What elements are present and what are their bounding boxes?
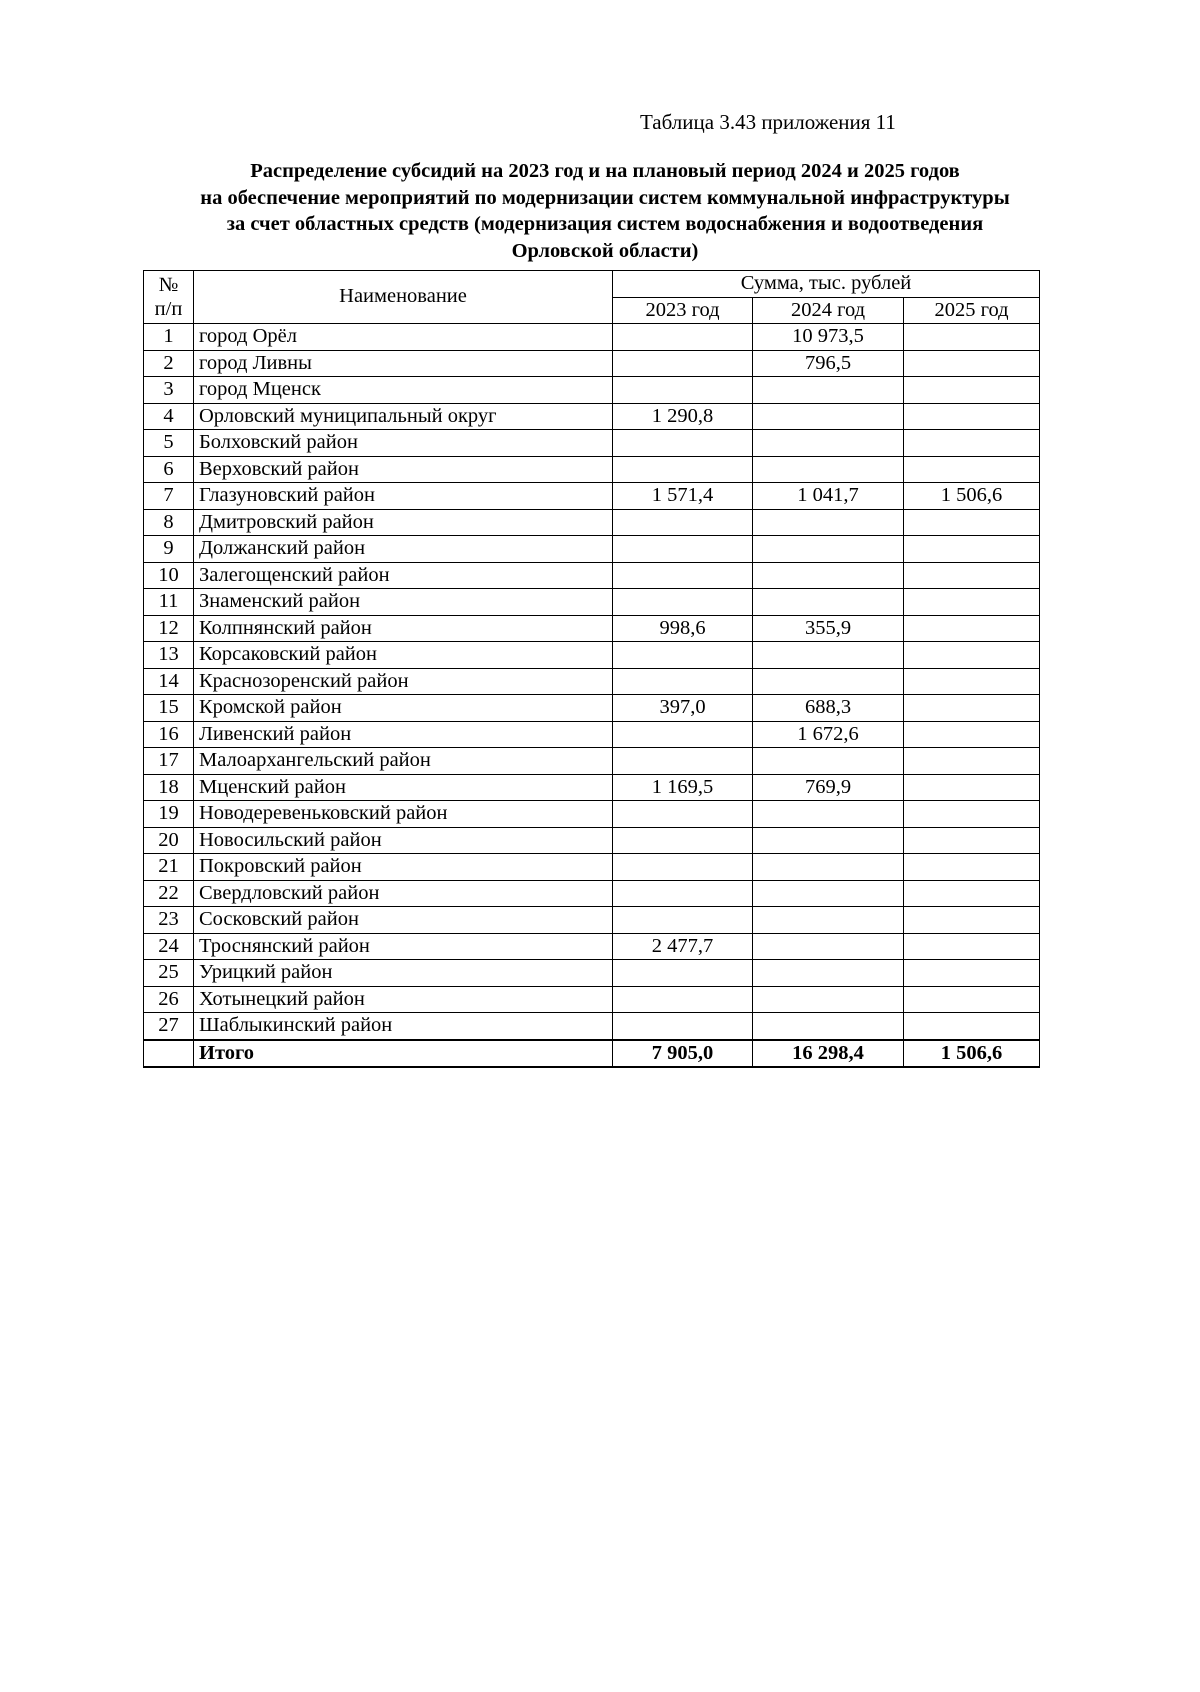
row-value-2025 xyxy=(904,907,1040,934)
row-value-2024 xyxy=(753,403,904,430)
row-value-2023 xyxy=(613,668,753,695)
table-row xyxy=(144,509,1040,536)
row-name: город Орёл xyxy=(194,324,613,351)
row-value-2024: 769,9 xyxy=(753,774,904,801)
row-name: Троснянский район xyxy=(194,933,613,960)
row-no: 16 xyxy=(144,721,194,748)
row-name: Болховский район xyxy=(194,430,613,457)
row-name: Глазуновский район xyxy=(194,483,613,510)
row-value-2025 xyxy=(904,430,1040,457)
row-value-2024 xyxy=(753,960,904,987)
table-row xyxy=(144,1013,1040,1040)
row-value-2025 xyxy=(904,350,1040,377)
table-row xyxy=(144,668,1040,695)
row-value-2023 xyxy=(613,324,753,351)
table-row xyxy=(144,642,1040,669)
title-line: за счет областных средств (модернизация систем водоснабжения и водоотведения xyxy=(226,213,984,235)
row-name: город Ливны xyxy=(194,350,613,377)
row-value-2025 xyxy=(904,536,1040,563)
total-2023: 7 905,0 xyxy=(613,1040,753,1068)
header-no xyxy=(144,271,194,324)
row-value-2023: 1 571,4 xyxy=(613,483,753,510)
header-no-line1: № xyxy=(158,274,179,296)
row-value-2023 xyxy=(613,509,753,536)
row-no: 8 xyxy=(144,509,194,536)
row-name: Колпнянский район xyxy=(194,615,613,642)
row-value-2025 xyxy=(904,854,1040,881)
row-name: Орловский муниципальный округ xyxy=(194,403,613,430)
table-row xyxy=(144,960,1040,987)
row-name: город Мценск xyxy=(194,377,613,404)
header-year-2025: 2025 год xyxy=(904,297,1040,324)
row-value-2025 xyxy=(904,695,1040,722)
row-value-2023: 1 290,8 xyxy=(613,403,753,430)
total-no-cell xyxy=(144,1040,194,1068)
row-name: Хотынецкий район xyxy=(194,986,613,1013)
table-row xyxy=(144,377,1040,404)
row-name: Мценский район xyxy=(194,774,613,801)
row-no: 21 xyxy=(144,854,194,881)
row-no: 14 xyxy=(144,668,194,695)
row-value-2023: 397,0 xyxy=(613,695,753,722)
title-line: на обеспечение мероприятий по модернизации систем коммунальной инфраструктуры xyxy=(200,186,1010,209)
table-row xyxy=(144,933,1040,960)
row-value-2025 xyxy=(904,456,1040,483)
row-value-2024 xyxy=(753,1013,904,1040)
row-value-2024 xyxy=(753,986,904,1013)
row-value-2024 xyxy=(753,880,904,907)
row-value-2023 xyxy=(613,986,753,1013)
row-name: Сосковский район xyxy=(194,907,613,934)
table-row xyxy=(144,748,1040,775)
row-name: Должанский район xyxy=(194,536,613,563)
total-2025: 1 506,6 xyxy=(904,1040,1040,1068)
row-value-2023 xyxy=(613,430,753,457)
table-row xyxy=(144,880,1040,907)
row-name: Знаменский район xyxy=(194,589,613,616)
row-value-2023 xyxy=(613,880,753,907)
row-no: 27 xyxy=(144,1013,194,1040)
row-value-2024 xyxy=(753,589,904,616)
row-value-2025: 1 506,6 xyxy=(904,483,1040,510)
row-value-2025 xyxy=(904,615,1040,642)
row-name: Залегощенский район xyxy=(194,562,613,589)
row-value-2025 xyxy=(904,562,1040,589)
row-value-2023 xyxy=(613,562,753,589)
row-name: Покровский район xyxy=(194,854,613,881)
row-value-2025 xyxy=(904,403,1040,430)
table-row xyxy=(144,456,1040,483)
table-row xyxy=(144,986,1040,1013)
row-value-2025 xyxy=(904,377,1040,404)
table-row xyxy=(144,827,1040,854)
table-row xyxy=(144,430,1040,457)
table-row xyxy=(144,536,1040,563)
row-value-2025 xyxy=(904,774,1040,801)
row-value-2024 xyxy=(753,377,904,404)
row-no: 7 xyxy=(144,483,194,510)
table-row xyxy=(144,562,1040,589)
row-value-2023 xyxy=(613,960,753,987)
table-row xyxy=(144,483,1040,510)
header-year-2024: 2024 год xyxy=(753,297,904,324)
row-value-2023 xyxy=(613,642,753,669)
row-no: 12 xyxy=(144,615,194,642)
row-value-2025 xyxy=(904,960,1040,987)
title-line: Распределение субсидий на 2023 год и на плановый период 2024 и 2025 годов xyxy=(250,160,960,182)
row-value-2024 xyxy=(753,854,904,881)
row-value-2024 xyxy=(753,562,904,589)
row-value-2025 xyxy=(904,642,1040,669)
table-row xyxy=(144,907,1040,934)
row-no: 23 xyxy=(144,907,194,934)
document-title xyxy=(150,158,1060,264)
table-row xyxy=(144,615,1040,642)
row-name: Краснозоренский район xyxy=(194,668,613,695)
row-value-2025 xyxy=(904,589,1040,616)
header-sum: Сумма, тыс. рублей xyxy=(613,271,1040,298)
row-value-2023 xyxy=(613,827,753,854)
row-no: 11 xyxy=(144,589,194,616)
row-no: 2 xyxy=(144,350,194,377)
row-value-2023 xyxy=(613,536,753,563)
table-row xyxy=(144,324,1040,351)
row-name: Кромской район xyxy=(194,695,613,722)
row-name: Ливенский район xyxy=(194,721,613,748)
row-value-2025 xyxy=(904,1013,1040,1040)
row-no: 4 xyxy=(144,403,194,430)
row-name: Шаблыкинский район xyxy=(194,1013,613,1040)
header-year-2023: 2023 год xyxy=(613,297,753,324)
row-value-2025 xyxy=(904,986,1040,1013)
row-value-2023 xyxy=(613,907,753,934)
table-row xyxy=(144,801,1040,828)
row-no: 24 xyxy=(144,933,194,960)
row-value-2025 xyxy=(904,668,1040,695)
row-no: 20 xyxy=(144,827,194,854)
row-value-2024 xyxy=(753,907,904,934)
total-label: Итого xyxy=(194,1040,613,1068)
row-value-2023 xyxy=(613,748,753,775)
row-value-2024 xyxy=(753,509,904,536)
row-value-2024 xyxy=(753,536,904,563)
row-no: 1 xyxy=(144,324,194,351)
table-row xyxy=(144,589,1040,616)
table-row xyxy=(144,774,1040,801)
total-row xyxy=(144,1040,1040,1068)
row-value-2023: 1 169,5 xyxy=(613,774,753,801)
table-body xyxy=(144,324,1040,1040)
header-row xyxy=(144,271,1040,298)
header-name: Наименование xyxy=(194,271,613,324)
row-no: 15 xyxy=(144,695,194,722)
title-line: Орловской области) xyxy=(511,239,699,262)
subsidy-table xyxy=(143,270,1040,1068)
row-value-2023 xyxy=(613,854,753,881)
row-value-2023 xyxy=(613,801,753,828)
row-no: 25 xyxy=(144,960,194,987)
row-value-2023 xyxy=(613,1013,753,1040)
row-name: Урицкий район xyxy=(194,960,613,987)
table-row xyxy=(144,721,1040,748)
row-name: Корсаковский район xyxy=(194,642,613,669)
total-2024: 16 298,4 xyxy=(753,1040,904,1068)
row-no: 18 xyxy=(144,774,194,801)
row-no: 5 xyxy=(144,430,194,457)
row-value-2024: 796,5 xyxy=(753,350,904,377)
row-name: Новосильский район xyxy=(194,827,613,854)
row-value-2023 xyxy=(613,377,753,404)
row-no: 26 xyxy=(144,986,194,1013)
table-row xyxy=(144,695,1040,722)
row-no: 10 xyxy=(144,562,194,589)
row-name: Верховский район xyxy=(194,456,613,483)
row-value-2024 xyxy=(753,827,904,854)
row-value-2025 xyxy=(904,880,1040,907)
row-value-2023: 998,6 xyxy=(613,615,753,642)
row-value-2024 xyxy=(753,668,904,695)
row-value-2025 xyxy=(904,827,1040,854)
row-value-2024 xyxy=(753,933,904,960)
row-value-2024: 10 973,5 xyxy=(753,324,904,351)
row-value-2025 xyxy=(904,933,1040,960)
row-value-2023 xyxy=(613,350,753,377)
row-name: Малоархангельский район xyxy=(194,748,613,775)
row-value-2024 xyxy=(753,642,904,669)
row-no: 9 xyxy=(144,536,194,563)
row-no: 13 xyxy=(144,642,194,669)
row-no: 19 xyxy=(144,801,194,828)
row-value-2023 xyxy=(613,721,753,748)
row-name: Новодеревеньковский район xyxy=(194,801,613,828)
header-no-line2: п/п xyxy=(154,298,183,320)
table-row xyxy=(144,403,1040,430)
row-value-2023 xyxy=(613,456,753,483)
row-value-2024 xyxy=(753,430,904,457)
row-value-2025 xyxy=(904,509,1040,536)
row-no: 17 xyxy=(144,748,194,775)
row-value-2023: 2 477,7 xyxy=(613,933,753,960)
table-row xyxy=(144,854,1040,881)
table-row xyxy=(144,350,1040,377)
table-caption: Таблица 3.43 приложения 11 xyxy=(640,110,896,134)
row-value-2024: 355,9 xyxy=(753,615,904,642)
row-value-2025 xyxy=(904,324,1040,351)
row-name: Дмитровский район xyxy=(194,509,613,536)
row-value-2023 xyxy=(613,589,753,616)
row-value-2024: 688,3 xyxy=(753,695,904,722)
row-no: 22 xyxy=(144,880,194,907)
row-value-2025 xyxy=(904,801,1040,828)
row-value-2024 xyxy=(753,801,904,828)
row-value-2024 xyxy=(753,748,904,775)
row-no: 6 xyxy=(144,456,194,483)
row-value-2024 xyxy=(753,456,904,483)
row-value-2025 xyxy=(904,748,1040,775)
row-value-2024: 1 672,6 xyxy=(753,721,904,748)
row-name: Свердловский район xyxy=(194,880,613,907)
row-no: 3 xyxy=(144,377,194,404)
row-value-2024: 1 041,7 xyxy=(753,483,904,510)
row-value-2025 xyxy=(904,721,1040,748)
